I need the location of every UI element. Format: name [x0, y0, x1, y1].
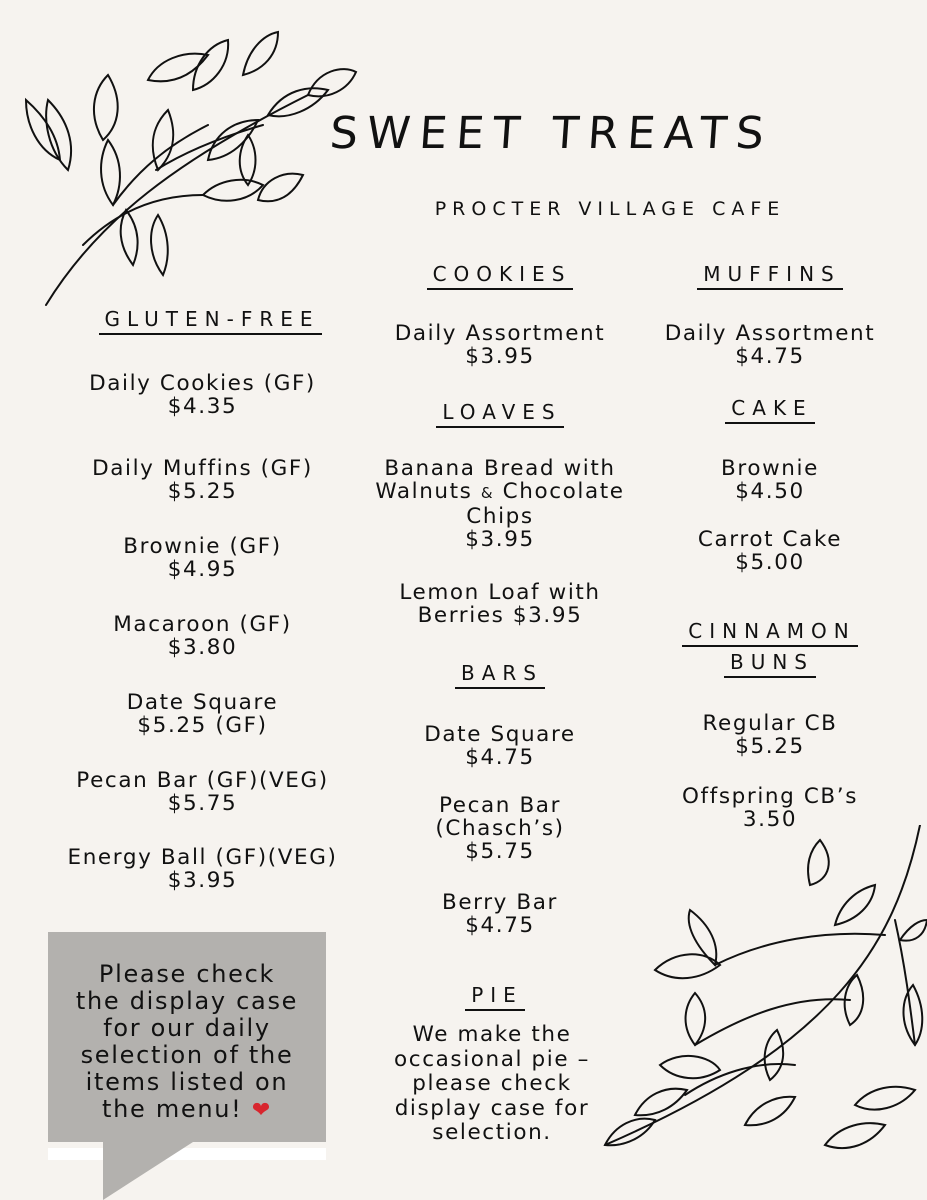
- menu-item: Lemon Loaf with Berries $3.95: [399, 580, 601, 628]
- heading-cookies: COOKIES: [350, 262, 650, 290]
- menu-item: Daily Assortment $4.75: [664, 321, 876, 369]
- cafe-name: PROCTER VILLAGE CAFE: [434, 198, 786, 220]
- pie-description: We make the occasional pie – please check display case for selection.: [394, 1022, 590, 1145]
- menu-item: Date Square $4.75: [424, 722, 576, 770]
- menu-item: Pecan Bar (GF)(VEG) $5.75: [76, 768, 329, 816]
- menu-item: Banana Bread with Walnuts & Chocolate Chips $3.95: [375, 456, 625, 552]
- menu-item: Brownie $4.50: [721, 456, 819, 504]
- heading-cinnamon-buns: CINNAMON: [625, 619, 915, 647]
- heading-gluten-free: GLUTEN-FREE: [30, 307, 390, 335]
- menu-item: Brownie (GF) $4.95: [123, 534, 282, 582]
- menu-item: Carrot Cake $5.00: [697, 527, 843, 575]
- heading-bars: BARS: [350, 661, 650, 689]
- notice-box-tail: [103, 1142, 193, 1200]
- heading-pie: PIE: [345, 983, 645, 1011]
- heart-icon: ❤: [251, 1098, 272, 1123]
- notice-text: Please check the display case for our daily selection of the items listed on the menu! ❤: [75, 960, 299, 1123]
- leaf-branch-icon-top: [8, 20, 368, 310]
- menu-item: Macaroon (GF) $3.80: [113, 612, 292, 660]
- menu-item: Berry Bar $4.75: [441, 890, 558, 938]
- menu-title: SWEET TREATS: [328, 108, 775, 159]
- heading-loaves: LOAVES: [350, 400, 650, 428]
- menu-item: Daily Assortment $3.95: [394, 321, 606, 369]
- heading-cinnamon-buns-line2: BUNS: [625, 650, 915, 678]
- menu-item: Date Square $5.25 (GF): [126, 690, 279, 738]
- menu-item: Offspring CB’s 3.50: [681, 784, 859, 832]
- menu-item: Pecan Bar (Chasch’s) $5.75: [435, 793, 565, 864]
- heading-cake: CAKE: [625, 396, 915, 424]
- heading-muffins: MUFFINS: [625, 262, 915, 290]
- menu-item: Daily Muffins (GF) $5.25: [92, 456, 313, 504]
- menu-item: Energy Ball (GF)(VEG) $3.95: [67, 845, 338, 893]
- menu-item: Regular CB $5.25: [702, 711, 838, 759]
- menu-item: Daily Cookies (GF) $4.35: [89, 371, 316, 419]
